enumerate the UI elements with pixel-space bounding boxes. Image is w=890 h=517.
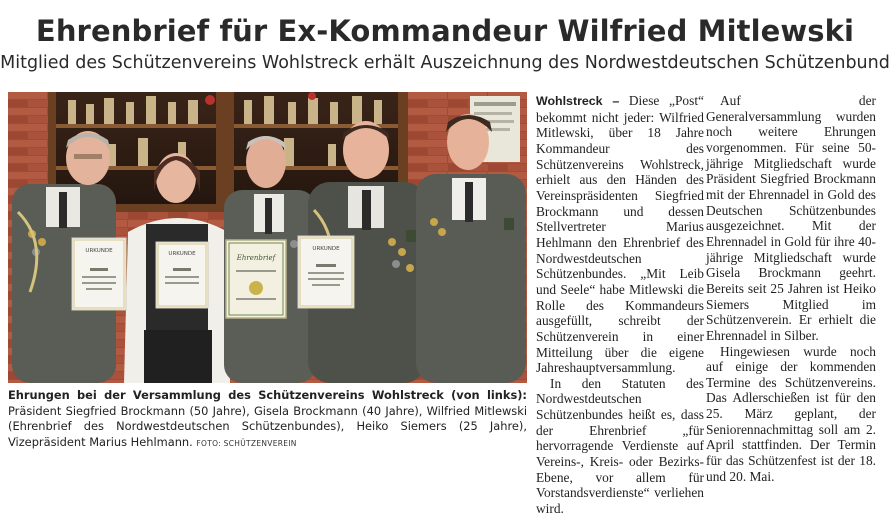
article-subheadline: Mitglied des Schützenvereins Wohlstreck erhält Auszeichnung des Nordwestdeutschen Schützenbund	[0, 53, 890, 73]
certificate-label-2: URKUNDE	[168, 251, 196, 257]
caption-text: Präsident Siegfried Brockmann (50 Jahre), Gisela Brockmann (40 Jahre), Wilfried Mitlewski (Ehrenbrief des Nordwestdeutschen Schützenbundes), Heiko Siemers (25 Jahre), Vizepräsident Marius Hehlmann.	[8, 403, 527, 449]
photo-credit: FOTO: SCHÜTZENVEREIN	[196, 438, 297, 448]
paragraph-4: Hingewiesen wurde noch auf einige der kommenden Termine des Schützenvereins. Das Adlerschießen ist für den 25. März geplant, der Seniorennachmittag soll am 2. April stattfinden. Der Termin für das Schützenfest ist der 18. und 20. Mai.	[706, 343, 876, 484]
certificate-label-3: Ehrenbrief	[236, 254, 276, 262]
article-column-2	[706, 93, 876, 484]
dateline: Wohlstreck –	[536, 94, 620, 108]
certificate-label-1: URKUNDE	[85, 248, 113, 254]
group-photo	[8, 92, 527, 383]
photo-caption	[8, 388, 527, 451]
paragraph-1-text: Diese „Post“ bekommt nicht jeder: Wilfried Mitlewski, über 18 Jahre Kommandeur des Schützenvereins Wohlstreck, erhielt aus den Händen des Vereinspräsidenten Siegfried Brockmann und dessen Stellvertreter Marius Hehlmann den Ehrenbrief des Nordwestdeutschen Schützenbundes. „Mit Leib und Seele“ habe Mitlewski die Rolle des Kommandeurs ausgefüllt, schreibt der Schützenverein in einer Mitteilung über die eigene Jahreshauptversammlung.	[536, 93, 704, 376]
certificate-label-4: URKUNDE	[312, 246, 340, 252]
paragraph-3: Auf der Generalversammlung wurden noch weitere Ehrungen vorgenommen. Für seine 50-jährige Mitgliedschaft wurde Präsident Siegfried Brockmann mit der Ehrennadel in Gold des Deutschen Schützenbundes ausgezeichnet. Mit der Ehrennadel in Gold für ihre 40-jährige Mitgliedschaft wurde Gisela Brockmann geehrt. Bereits seit 25 Jahren ist Heiko Siemers Mitglied im Schützenverein. Er erhielt die Ehrennadel in Silber.	[706, 93, 876, 343]
article-headline: Ehrenbrief für Ex-Kommandeur Wilfried Mitlewski	[35, 14, 855, 48]
paragraph-2: In den Statuten des Nordwestdeutschen Schützenbundes heißt es, dass der Ehrenbrief „für hervorragende Verdienste auf Vereins-, Kreis- oder Bezirks-Ebene, vor allem für Vorstandsverdienste“ verliehen wird.	[536, 375, 704, 517]
article-column-1	[536, 93, 704, 517]
caption-lead: Ehrungen bei der Versammlung des Schützenvereins Wohlstreck (von links):	[8, 388, 527, 402]
paragraph-1	[536, 93, 704, 376]
